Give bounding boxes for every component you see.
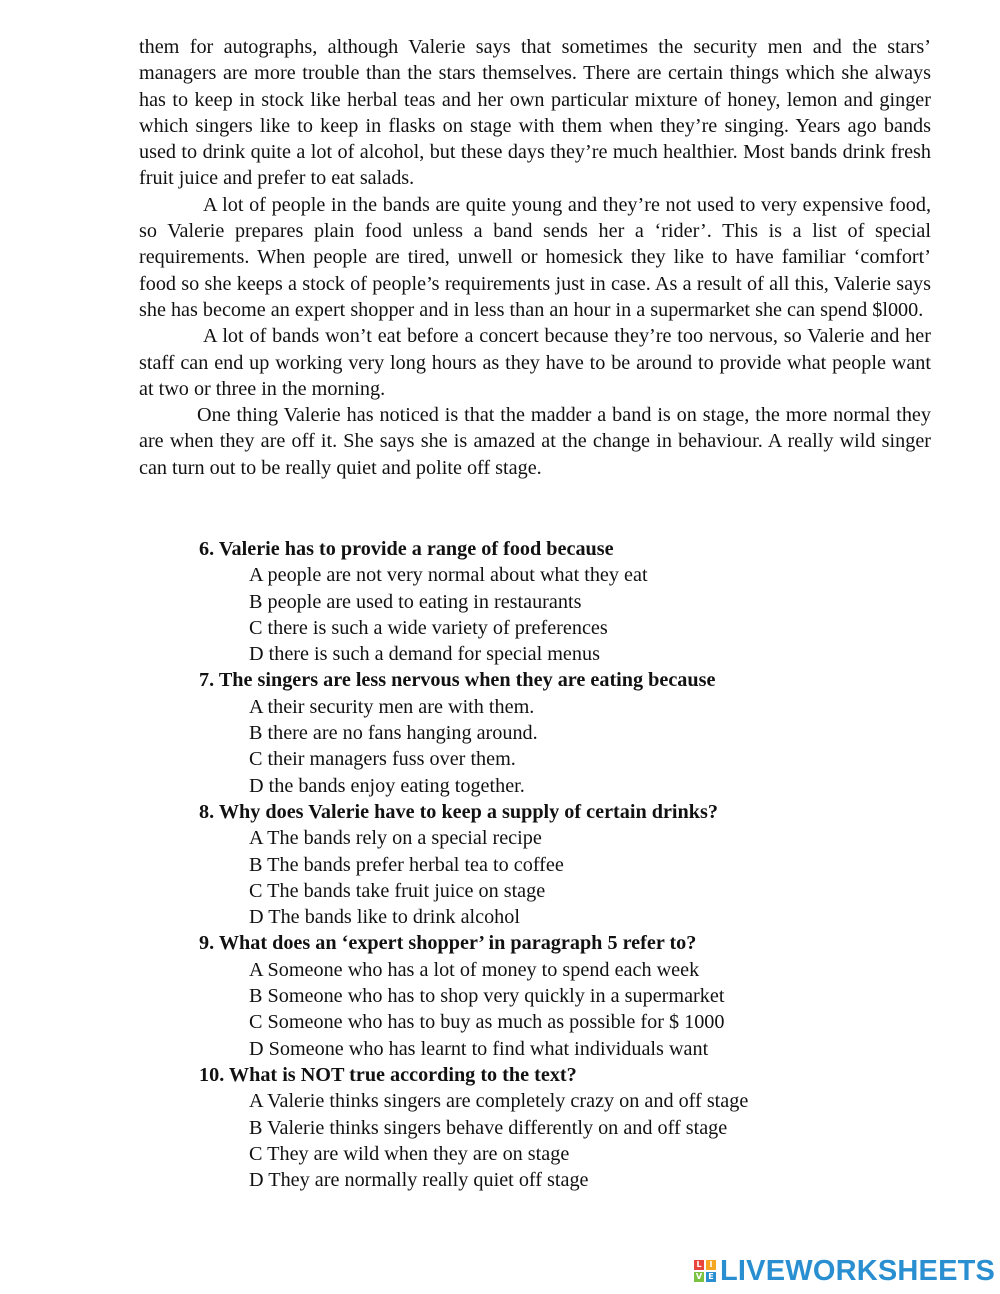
answer-option-c[interactable]: C The bands take fruit juice on stage xyxy=(249,879,546,902)
question-8 xyxy=(199,799,959,930)
logo-cell: E xyxy=(706,1272,716,1282)
liveworksheets-logo[interactable] xyxy=(694,1254,995,1288)
passage-paragraph: them for autographs, although Valerie says that sometimes the security men and the stars’ managers are more trouble than the stars themselves. There are certain things which she always has to keep in stock like herbal teas and her own particular mixture of honey, lemon and ginger which singers like to keep in flasks on stage with them when they’re singing. Years ago bands used to drink quite a lot of alcohol, but these days they’re much healthier. Most bands drink fresh fruit juice and prefer to eat salads. xyxy=(139,36,931,190)
answer-option-b[interactable]: B The bands prefer herbal tea to coffee xyxy=(249,853,564,876)
passage-paragraph: A lot of bands won’t eat before a concert because they’re too nervous, so Valerie and her staff can end up working very long hours as they have to be around to provide what people want at two or three in the morning. xyxy=(139,325,931,400)
answer-option-b[interactable]: B there are no fans hanging around. xyxy=(249,722,538,745)
answer-option-d[interactable]: D The bands like to drink alcohol xyxy=(249,906,520,929)
answer-option-d[interactable]: D the bands enjoy eating together. xyxy=(249,774,525,797)
question-title: 7. The singers are less nervous when they are eating because xyxy=(199,669,716,692)
answer-option-c[interactable]: C They are wild when they are on stage xyxy=(249,1142,570,1165)
question-title: 10. What is NOT true according to the text? xyxy=(199,1063,577,1086)
answer-option-a[interactable]: A people are not very normal about what they eat xyxy=(249,564,648,587)
reading-passage xyxy=(139,34,931,481)
answer-option-b[interactable]: B Someone who has to shop very quickly in a supermarket xyxy=(249,985,725,1008)
question-9 xyxy=(199,930,959,1061)
answer-option-a[interactable]: A The bands rely on a special recipe xyxy=(249,827,542,850)
answer-option-b[interactable]: B Valerie thinks singers behave differently on and off stage xyxy=(249,1116,728,1139)
question-title: 6. Valerie has to provide a range of food because xyxy=(199,538,614,560)
answer-option-b[interactable]: B people are used to eating in restaurants xyxy=(249,590,582,613)
answer-option-a[interactable]: A Someone who has a lot of money to spend each week xyxy=(249,958,700,981)
logo-wordmark: LIVEWORKSHEETS xyxy=(720,1254,996,1287)
question-list xyxy=(199,536,959,1193)
answer-option-a[interactable]: A their security men are with them. xyxy=(249,695,535,718)
passage-paragraph: A lot of people in the bands are quite young and they’re not used to very expensive food, so Valerie prepares plain food unless a band sends her a ‘rider’. This is a list of special requirements. When people are tired, unwell or homesick they like to have familiar ‘comfort’ food so she keeps a stock of people’s requirements just in case. As a result of all this, Valerie says she has become an expert shopper and in less than an hour in a supermarket she can spend $l000. xyxy=(139,193,931,321)
answer-option-c[interactable]: C there is such a wide variety of preferences xyxy=(249,616,608,639)
logo-cell: L xyxy=(694,1260,704,1270)
logo-cell: V xyxy=(695,1272,703,1281)
answer-option-d[interactable]: D Someone who has learnt to find what individuals want xyxy=(249,1037,709,1060)
logo-mark-icon xyxy=(694,1260,716,1282)
question-6 xyxy=(199,536,959,667)
answer-option-c[interactable]: C Someone who has to buy as much as possible for $ 1000 xyxy=(249,1011,725,1034)
passage-paragraph: One thing Valerie has noticed is that the madder a band is on stage, the more normal they are when they are off it. She says she is amazed at the change in behaviour. A really wild singer can turn out to be really quiet and polite off stage. xyxy=(139,404,931,479)
answer-option-a[interactable]: A Valerie thinks singers are completely crazy on and off stage xyxy=(249,1090,749,1113)
answer-option-c[interactable]: C their managers fuss over them. xyxy=(249,748,516,771)
question-title: 8. Why does Valerie have to keep a supply of certain drinks? xyxy=(199,800,718,823)
question-10 xyxy=(199,1062,959,1193)
logo-cell: I xyxy=(706,1260,716,1270)
question-7 xyxy=(199,667,959,798)
answer-option-d[interactable]: D there is such a demand for special menus xyxy=(249,643,600,666)
answer-option-d[interactable]: D They are normally really quiet off stage xyxy=(249,1169,589,1192)
question-title: 9. What does an ‘expert shopper’ in paragraph 5 refer to? xyxy=(199,932,697,955)
